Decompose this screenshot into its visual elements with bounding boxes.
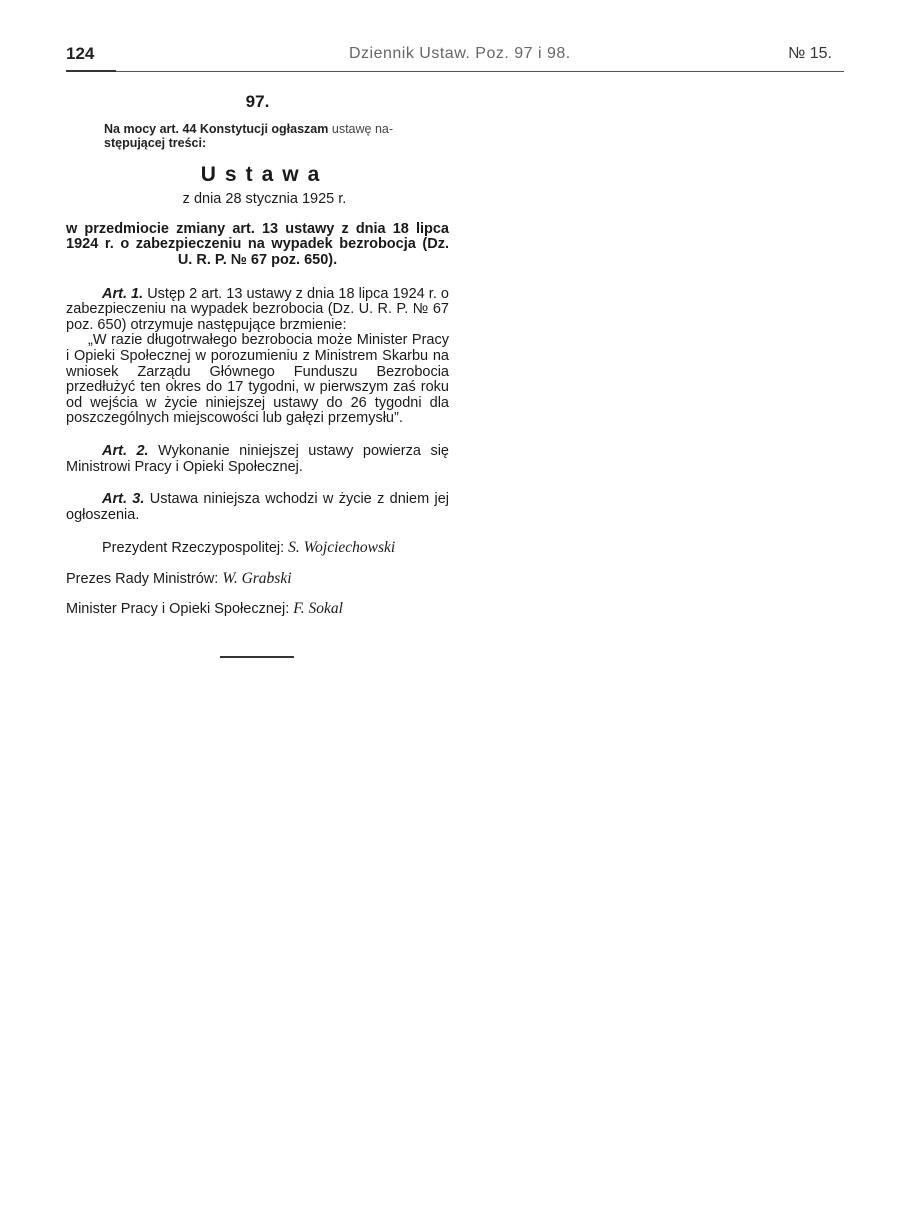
signature-role: Minister Pracy i Opieki Społecznej: (66, 601, 294, 618)
preamble-light: ustawę na- (328, 121, 394, 136)
signature-president (102, 540, 449, 557)
article-quote: „W razie długotrwałego bezrobocia może Minister Pracy i Opieki Społecznej w porozumieniu z Ministrem Skarbu na wniosek Zarządu Głównego Funduszu Bezrobocia przedłużyć ten okres do 17 tygodni, w pierwszym zaś roku od wejścia w życie niniejszej ustawy do 26 tygodni dla poszczególnych miejscowości lub gałęzi przemysłu”. (66, 332, 449, 427)
signature-role: Prezes Rady Ministrów: (66, 570, 223, 587)
article-text: Ustęp 2 art. 13 ustawy z dnia 18 lipca 1924 r. o zabezpieczeniu na wypadek bezrobocia (Dz. U. R. P. № 67 poz. 650) otrzymuje następujące brzmienie: (66, 285, 449, 333)
signature-prime-minister (66, 571, 449, 588)
signature-role: Prezydent Rzeczypospolitej: (102, 540, 289, 557)
article-2 (66, 444, 449, 475)
article-label: Art. 1. (102, 285, 144, 302)
signature-name: S. Wojciechowski (288, 539, 396, 557)
article-text: Ustawa niniejsza wchodzi w życie z dniem jej ogłoszenia. (66, 491, 450, 523)
document-date: z dnia 28 stycznia 1925 r. (182, 191, 347, 208)
preamble-bold: Na mocy art. 44 Konstytucji ogłaszam (104, 121, 329, 136)
signature-minister (66, 601, 449, 618)
signature-name: F. Sokal (293, 600, 343, 618)
issue-number: № 15. (788, 45, 832, 62)
page-number: 124 (66, 44, 95, 63)
article-text: Wykonanie niniejszej ustawy powierza się Ministrowi Pracy i Opieki Społecznej. (66, 442, 449, 475)
preamble (104, 122, 449, 150)
article-1 (66, 287, 449, 427)
article-3 (66, 492, 449, 523)
signature-name: W. Grabski (222, 569, 292, 587)
position-number: 97. (245, 92, 270, 111)
article-label: Art. 3. (102, 491, 145, 508)
document-subject: w przedmiocie zmiany art. 13 ustawy z dnia 18 lipca 1924 r. o zabezpieczeniu na wypadek bezrobocja (Dz. U. R. P. № 67 poz. 650). (66, 220, 449, 268)
preamble-line2: stępującej treści: (104, 135, 207, 150)
header-divider (66, 71, 844, 72)
header-divider-accent (66, 70, 116, 72)
end-divider (220, 656, 294, 658)
document-title: Ustawa (200, 162, 329, 186)
article-label: Art. 2. (102, 442, 149, 459)
journal-title: Dziennik Ustaw. Poz. 97 i 98. (349, 45, 571, 62)
text-column (66, 88, 449, 618)
page-header (66, 44, 846, 72)
